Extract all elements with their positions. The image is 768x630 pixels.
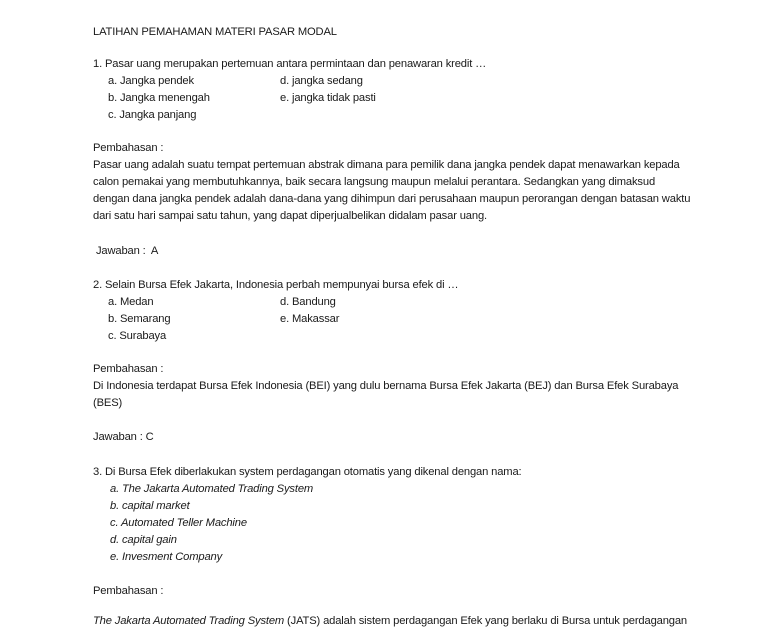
q2-option-c: c. Surabaya (108, 330, 167, 342)
q2-option-b: b. Semarang (108, 313, 171, 325)
q1-discussion-label: Pembahasan : (93, 142, 164, 154)
q1-discussion-line: dengan dana jangka pendek adalah dana-dana yang dihimpun dari perusahaan maupun perorangan dengan batasan waktu (93, 193, 691, 205)
q3-option-b: b. capital market (110, 500, 190, 512)
q1-discussion-line: calon pemakai yang membutuhkannya, baik secara langsung maupun melalui perantara. Sedangkan yang dimaksud (93, 176, 656, 188)
q3-discussion-line (93, 614, 687, 628)
q3-option-e: e. Invesment Company (110, 551, 223, 563)
q2-discussion-line: Di Indonesia terdapat Bursa Efek Indonesia (BEI) yang dulu bernama Bursa Efek Jakarta (BEJ) dan Bursa Efek Surabaya (93, 380, 679, 392)
q1-option-e: e. jangka tidak pasti (280, 92, 376, 104)
q2-discussion-line: (BES) (93, 397, 123, 409)
q2-option-a: a. Medan (108, 296, 154, 308)
q1-option-c: c. Jangka panjang (108, 109, 197, 121)
q2-answer: Jawaban : C (93, 431, 154, 443)
q2-discussion-label: Pembahasan : (93, 363, 164, 375)
q3-discussion-term: The Jakarta Automated Trading System (93, 615, 285, 627)
q2-option-e: e. Makassar (280, 313, 340, 325)
q3-option-d: d. capital gain (110, 534, 177, 546)
question-3: 3. Di Bursa Efek diberlakukan system perdagangan otomatis yang dikenal dengan nama: (93, 466, 522, 478)
q3-option-a: a. The Jakarta Automated Trading System (110, 483, 314, 495)
q3-option-c: c. Automated Teller Machine (110, 517, 247, 529)
q1-discussion-line: dari satu hari sampai satu tahun, yang dapat diperjualbelikan didalam pasar uang. (93, 210, 487, 222)
question-2: 2. Selain Bursa Efek Jakarta, Indonesia perbah mempunyai bursa efek di … (93, 279, 459, 291)
q1-answer: Jawaban : A (93, 245, 159, 257)
question-1: 1. Pasar uang merupakan pertemuan antara permintaan dan penawaran kredit … (93, 58, 487, 70)
document-title: LATIHAN PEMAHAMAN MATERI PASAR MODAL (93, 26, 337, 38)
q2-option-d: d. Bandung (280, 296, 336, 308)
q1-option-b: b. Jangka menengah (108, 92, 210, 104)
q3-discussion-label: Pembahasan : (93, 585, 164, 597)
q1-option-d: d. jangka sedang (280, 75, 363, 87)
q1-discussion-line: Pasar uang adalah suatu tempat pertemuan abstrak dimana para pemilik dana jangka pendek dapat menawarkan kepada (93, 159, 680, 171)
q3-discussion-text: (JATS) adalah sistem perdagangan Efek yang berlaku di Bursa untuk perdagangan (284, 615, 688, 627)
q1-option-a: a. Jangka pendek (108, 75, 194, 87)
